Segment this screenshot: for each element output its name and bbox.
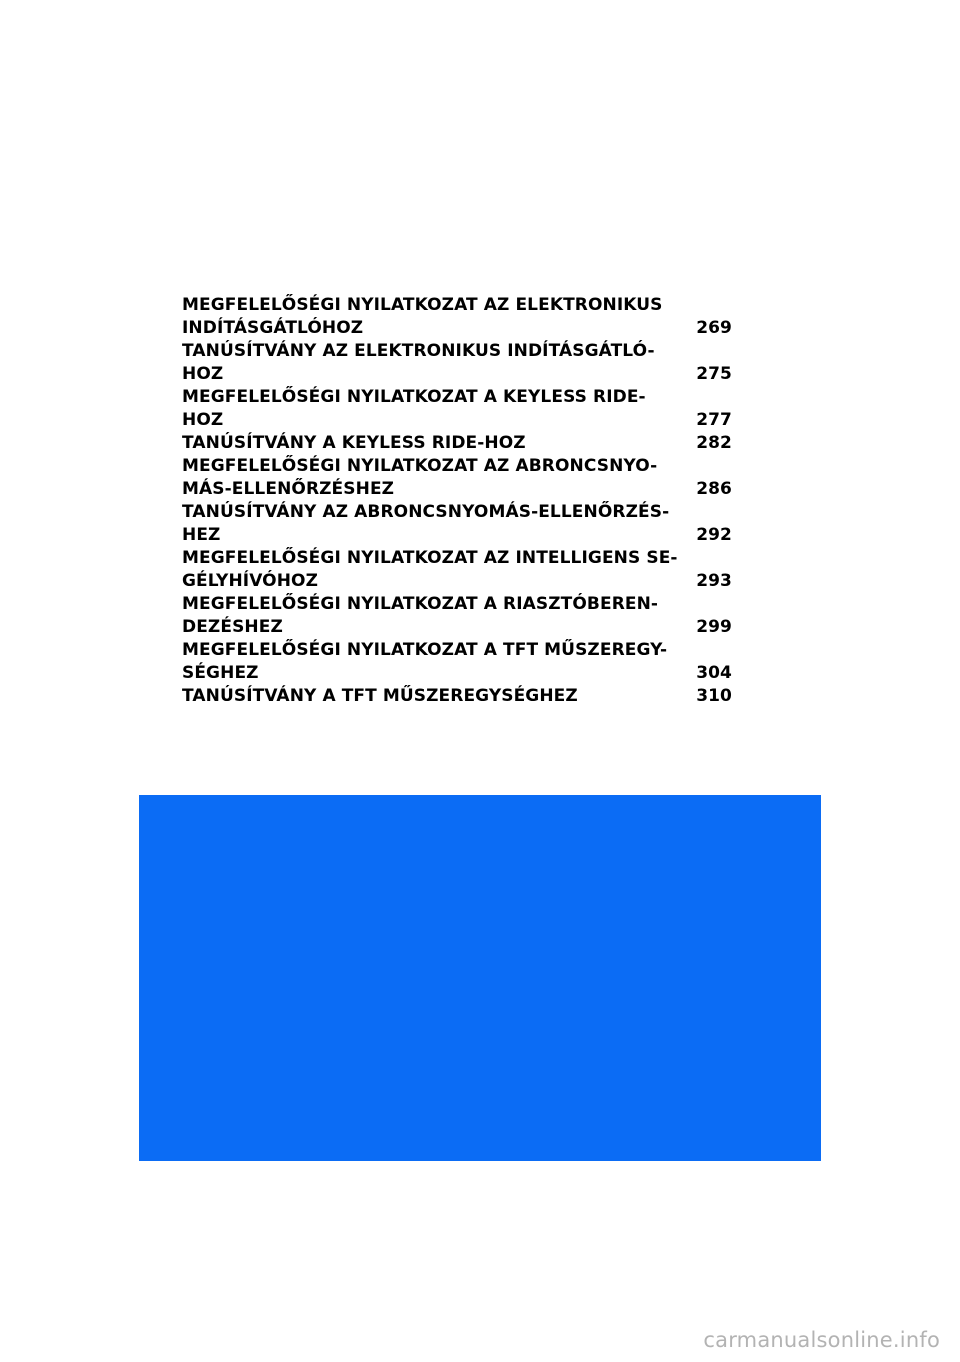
toc-entry[interactable] [182, 685, 732, 708]
toc-title-text: MEGFELELŐSÉGI NYILATKOZAT A KEYLESS RIDE- [182, 387, 646, 407]
toc-title-text: MEGFELELŐSÉGI NYILATKOZAT A RIASZTÓBEREN- [182, 594, 659, 614]
toc-line [182, 685, 732, 708]
toc-page-number: 286 [696, 479, 732, 499]
toc-entry[interactable] [182, 547, 732, 593]
toc-entry[interactable] [182, 455, 732, 501]
toc-entry[interactable] [182, 340, 732, 386]
toc-title-text: HOZ [182, 364, 224, 384]
toc-title-text: MEGFELELŐSÉGI NYILATKOZAT AZ ELEKTRONIKUS [182, 295, 663, 315]
toc-line [182, 340, 732, 363]
toc-line [182, 386, 732, 409]
toc-page-number: 293 [696, 571, 732, 591]
toc-line [182, 547, 732, 570]
blue-panel [139, 795, 821, 1161]
toc-page-number: 277 [696, 410, 732, 430]
toc-title-text: DEZÉSHEZ [182, 617, 283, 637]
toc-title-text: GÉLYHÍVÓHOZ [182, 571, 319, 591]
watermark: carmanualsonline.info [703, 1328, 940, 1352]
toc-entry[interactable] [182, 501, 732, 547]
toc-line [182, 662, 732, 685]
toc-title-text: TANÚSÍTVÁNY A KEYLESS RIDE-HOZ [182, 433, 526, 453]
toc-line [182, 524, 732, 547]
toc-line [182, 409, 732, 432]
toc-page-number: 282 [696, 433, 732, 453]
toc-title-text: MEGFELELŐSÉGI NYILATKOZAT A TFT MŰSZEREGY- [182, 640, 668, 660]
toc-entry[interactable] [182, 593, 732, 639]
toc-title-text: MEGFELELŐSÉGI NYILATKOZAT AZ ABRONCSNYO- [182, 456, 658, 476]
toc-title-text: TANÚSÍTVÁNY AZ ABRONCSNYOMÁS-ELLENŐRZÉS- [182, 502, 670, 522]
toc-line [182, 478, 732, 501]
toc-line [182, 501, 732, 524]
toc-title-text: HOZ [182, 410, 224, 430]
toc-line [182, 432, 732, 455]
table-of-contents [182, 294, 732, 708]
toc-entry[interactable] [182, 386, 732, 432]
toc-line [182, 616, 732, 639]
toc-line [182, 294, 732, 317]
toc-title-text: INDÍTÁSGÁTLÓHOZ [182, 318, 364, 338]
toc-title-text: HEZ [182, 525, 221, 545]
toc-title-text: TANÚSÍTVÁNY AZ ELEKTRONIKUS INDÍTÁSGÁTLÓ- [182, 341, 655, 361]
toc-line [182, 363, 732, 386]
toc-title-text: MÁS-ELLENŐRZÉSHEZ [182, 479, 395, 499]
toc-entry[interactable] [182, 432, 732, 455]
toc-line [182, 593, 732, 616]
toc-line [182, 317, 732, 340]
toc-title-text: MEGFELELŐSÉGI NYILATKOZAT AZ INTELLIGENS SE- [182, 548, 678, 568]
toc-page-number: 275 [696, 364, 732, 384]
toc-page-number: 269 [696, 318, 732, 338]
toc-line [182, 455, 732, 478]
toc-page-number: 292 [696, 525, 732, 545]
toc-page-number: 310 [696, 686, 732, 706]
toc-entry[interactable] [182, 294, 732, 340]
toc-line [182, 639, 732, 662]
toc-entry[interactable] [182, 639, 732, 685]
toc-title-text: TANÚSÍTVÁNY A TFT MŰSZEREGYSÉGHEZ [182, 686, 578, 706]
toc-line [182, 570, 732, 593]
toc-page-number: 304 [696, 663, 732, 683]
toc-title-text: SÉGHEZ [182, 663, 259, 683]
toc-page-number: 299 [696, 617, 732, 637]
